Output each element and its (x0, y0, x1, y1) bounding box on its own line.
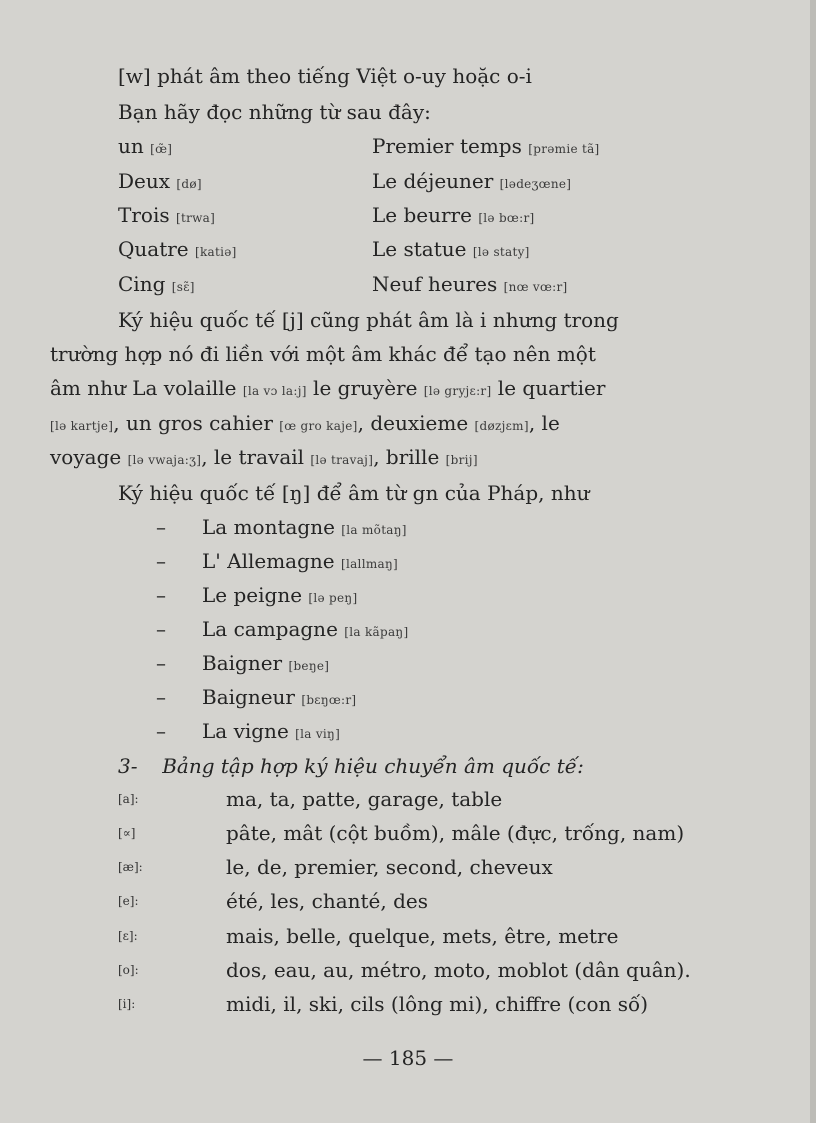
word-row (372, 169, 571, 196)
text-line: [w] phát âm theo tiếng Việt o-uy hoặc o-i (118, 64, 532, 88)
ipa-examples: été, les, chanté, des (226, 889, 429, 913)
ipa-symbol: [ɛ]: (118, 929, 138, 943)
ipa: [prəmie tã] (528, 142, 600, 156)
text-line: Ký hiệu quốc tế [ŋ] để âm từ gn của Pháp, như (118, 481, 590, 505)
word: Premier temps (372, 134, 522, 158)
text: , deuxieme (357, 411, 475, 435)
ipa-examples: dos, eau, au, métro, moto, moblot (dân quân). (226, 958, 691, 982)
ipa: [brij] (445, 453, 478, 467)
text: le gruyère (306, 376, 424, 400)
dash: – (156, 549, 166, 573)
ipa: [lallmaŋ] (340, 557, 398, 571)
word: Baigner (202, 651, 283, 675)
word-row (118, 272, 195, 299)
section-number: 3- (118, 754, 138, 778)
list-item (156, 685, 356, 712)
text: âm như La volaille (50, 376, 243, 400)
word: Le déjeuner (372, 169, 494, 193)
list-item (156, 617, 408, 644)
list-item (156, 651, 329, 678)
ipa: [la kãpaŋ] (344, 625, 409, 639)
word-row (372, 203, 534, 230)
ipa-symbol: [e]: (118, 894, 139, 908)
list-item (156, 515, 407, 542)
ipa: [lədeʒœne] (499, 177, 572, 191)
ipa-examples: midi, il, ski, cils (lông mi), chiffre (con số) (226, 992, 649, 1016)
text-line (50, 411, 560, 438)
ipa: [sɛ̃] (171, 280, 195, 294)
text-line: Ký hiệu quốc tế [j] cũng phát âm là i nhưng trong (118, 308, 619, 332)
word: Baigneur (202, 685, 295, 709)
word-row (372, 134, 600, 161)
text: , le (528, 411, 560, 435)
ipa: [trwa] (175, 211, 216, 225)
text: , brille (373, 445, 446, 469)
text-line: trường hợp nó đi liền với một âm khác để tạo nên một (50, 342, 596, 366)
ipa-examples: ma, ta, patte, garage, table (226, 787, 503, 811)
ipa-examples: pâte, mât (cột buồm), mâle (đực, trống, nam) (226, 821, 685, 845)
ipa: [lə staty] (472, 245, 530, 259)
ipa-symbol: [∝] (118, 826, 136, 840)
word: Cing (118, 272, 166, 296)
text: , un gros cahier (113, 411, 280, 435)
text: le quartier (491, 376, 606, 400)
ipa: [nœ vœ:r] (503, 280, 568, 294)
word: La vigne (202, 719, 289, 743)
word: Le beurre (372, 203, 472, 227)
word: un (118, 134, 144, 158)
dash: – (156, 583, 166, 607)
text-line (50, 445, 478, 472)
dash: – (156, 685, 166, 709)
ipa: [dø] (176, 177, 202, 191)
word: Neuf heures (372, 272, 498, 296)
ipa: [la vɔ la:j] (242, 384, 307, 398)
ipa: [œ gro kaje] (279, 419, 358, 433)
dash: – (156, 515, 166, 539)
text-line (50, 376, 605, 403)
dash: – (156, 651, 166, 675)
page-number: — 185 — (362, 1046, 454, 1070)
word: L' Allemagne (202, 549, 335, 573)
ipa: [beŋe] (288, 659, 330, 673)
page-edge-shadow (810, 0, 816, 1123)
ipa: [lə travaj] (310, 453, 374, 467)
ipa: [katiə] (195, 245, 237, 259)
ipa: [lə gryjɛ:r] (423, 384, 492, 398)
text-line: Bạn hãy đọc những từ sau đây: (118, 100, 431, 124)
ipa: [la viŋ] (295, 727, 341, 741)
text: voyage (50, 445, 128, 469)
ipa-examples: le, de, premier, second, cheveux (226, 855, 553, 879)
section-heading (118, 754, 584, 778)
section-title: Bảng tập hợp ký hiệu chuyển âm quốc tế: (162, 754, 584, 778)
word-row (372, 237, 530, 264)
word: La campagne (202, 617, 338, 641)
ipa-symbol: [i]: (118, 997, 136, 1011)
word-row (118, 134, 172, 161)
word-row (118, 237, 237, 264)
word-row (372, 272, 568, 299)
ipa-symbol: [æ]: (118, 860, 143, 874)
word: Le peigne (202, 583, 303, 607)
word-row (118, 169, 202, 196)
word: La montagne (202, 515, 335, 539)
word: Le statue (372, 237, 467, 261)
word: Deux (118, 169, 171, 193)
ipa: [lə bœ:r] (478, 211, 535, 225)
text: , le travail (201, 445, 311, 469)
ipa: [døzjɛm] (474, 419, 529, 433)
ipa-examples: mais, belle, quelque, mets, être, metre (226, 924, 619, 948)
dash: – (156, 719, 166, 743)
word-row (118, 203, 215, 230)
list-item (156, 583, 357, 610)
ipa: [bɛŋœ:r] (301, 693, 357, 707)
ipa: [lə kartje] (50, 419, 114, 433)
dash: – (156, 617, 166, 641)
word: Trois (118, 203, 170, 227)
ipa: [œ̃] (150, 142, 173, 156)
ipa: [la mõtaŋ] (341, 523, 407, 537)
ipa-symbol: [o]: (118, 963, 139, 977)
ipa: [lə peŋ] (308, 591, 358, 605)
ipa-symbol: [a]: (118, 792, 139, 806)
list-item (156, 549, 398, 576)
list-item (156, 719, 340, 746)
ipa: [lə vwaja:ʒ] (127, 453, 202, 467)
word: Quatre (118, 237, 189, 261)
